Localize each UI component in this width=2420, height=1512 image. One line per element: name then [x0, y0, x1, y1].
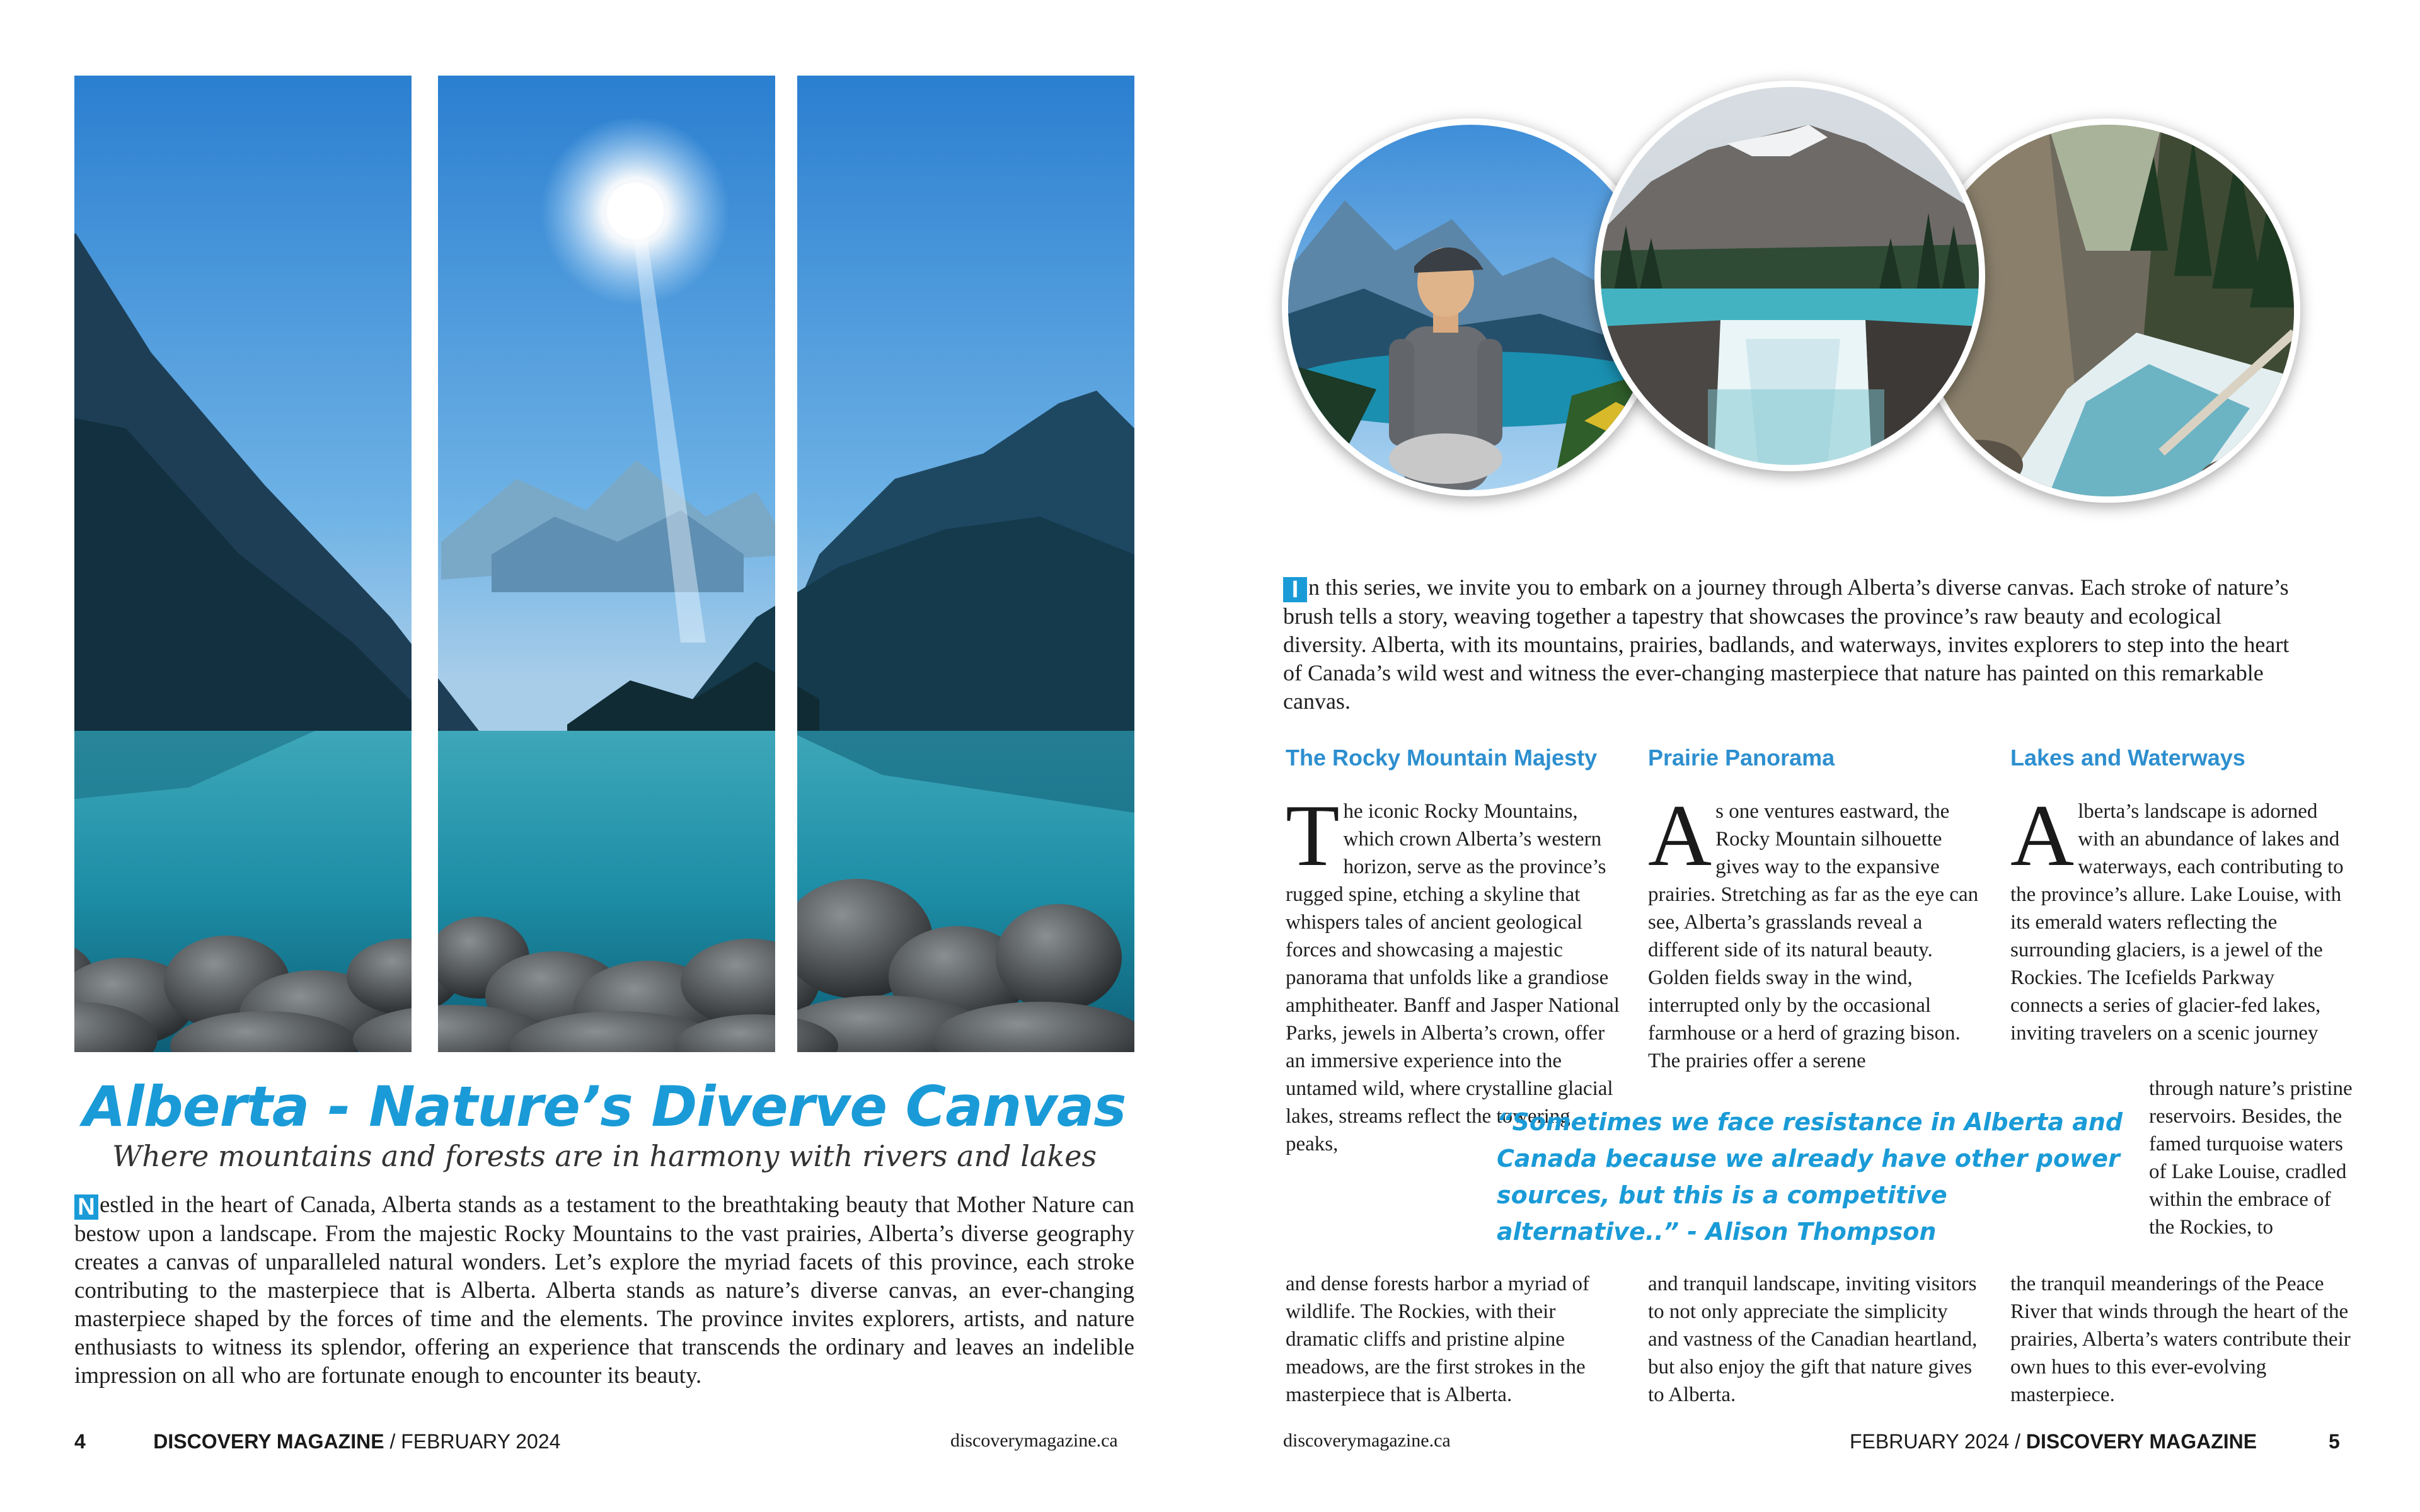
column-text-lakes	[2010, 787, 2351, 1047]
column-body-rocky: he iconic Rocky Mountains, which crown Alberta’s western horizon, serve as the province’s rugged spine, etching a skyline that whispers tales of ancient geological forces and showcasing a majestic panorama that unfolds like a grandiose amphitheater. Banff and Jasper National Parks, jewels in Alberta’s crown, offer an immersive experience into the untamed wild, where crystalline glacial lakes, streams reflect the towering peaks,	[1286, 800, 1620, 1155]
dropcap-lakes: A	[2010, 787, 2075, 885]
article-subhead: Where mountains and forests are in harmony with rivers and lakes	[112, 1139, 1097, 1173]
column-text-prairie-continued: and tranquil landscape, inviting visitors to not only appreciate the simplicity and vastness of the Canadian heartland, but also enjoy the gift that nature gives to Alberta.	[1648, 1273, 1978, 1406]
intro-body-right: n this series, we invite you to embark on a journey through Alberta’s diverse canvas. Each stroke of nature’s brush tells a story, weaving together a tapestry that showcases the province’s raw beauty and ecological diversity. Alberta, with its mountains, prairies, badlands, and waterways, invites explorers to step into the heart of Canada’s wild west and witness the ever-changing masterpiece that nature has painted on this remarkable canvas.	[1283, 575, 2290, 714]
right-page	[1210, 0, 2420, 1512]
issue-date-right: FEBRUARY 2024	[1850, 1430, 2010, 1453]
intro-paragraph-right	[1283, 573, 2304, 716]
website-url-left[interactable]: discoverymagazine.ca	[950, 1430, 1118, 1451]
column-text-prairie	[1648, 787, 1982, 1075]
photo-panel-left	[74, 76, 412, 1052]
intro-body-left: estled in the heart of Canada, Alberta stands as a testament to the breathtaking beauty that Mother Nature can bestow upon a landscape. From the majestic Rocky Mountains to the vast prairies, Alberta’s diverse geography creates a canvas of unparalleled natural wonders. Let’s explore the myriad facets of this province, each stroke contributing to the masterpiece that is Alberta. Alberta stands as nature’s diverse canvas, an ever-changing masterpiece shaped by the forces of time and the elements. The province invites explorers, artists, and nature enthusiasts to witness its splendor, offering an experience that transcends the ordinary and leaves an indelible impression on all who are fortunate enough to encounter its beauty.	[74, 1192, 1134, 1389]
folio-left	[74, 1430, 560, 1453]
column-body-prairie: s one ventures eastward, the Rocky Mountain silhouette gives way to the expansive prairies. Stretching as far as the eye can see, Alberta’s grasslands reveal a different side of its natural beauty. Golden fields sway in the wind, interrupted only by the occasional farmhouse or a herd of grazing bison. The prairies offer a serene	[1648, 800, 1979, 1072]
dropcap-prairie: A	[1648, 787, 1712, 885]
magazine-name-left: DISCOVERY MAGAZINE	[153, 1430, 384, 1453]
column-body-lakes: lberta’s landscape is adorned with an abundance of lakes and waterways, each contributing to the province’s allure. Lake Louise, with its emerald waters reflecting the surrounding glaciers, is a jewel of the Rockies. The Icefields Parkway connects a series of glacier-fed lakes, inviting travelers on a scenic journey	[2010, 800, 2344, 1045]
dropcap-rocky: T	[1286, 787, 1340, 885]
photo-panel-right	[797, 76, 1134, 1052]
article-headline: Alberta - Nature’s Diverve Canvas	[83, 1074, 1126, 1139]
column-text-rocky	[1286, 787, 1620, 1155]
intro-initial-right: I	[1283, 577, 1307, 602]
folio-separator-right: /	[2015, 1430, 2020, 1453]
page-number-left: 4	[74, 1430, 86, 1453]
photo-panel-center	[438, 76, 775, 1052]
pull-quote: “Sometimes we face resistance in Alberta and Canada because we already have other power sources, but this is a competitive alternative..” - Alison Thompson	[1497, 1108, 2123, 1246]
column-text-rocky-continued: and dense forests harbor a myriad of wildlife. The Rockies, with their dramatic cliffs and pristine alpine meadows, are the first strokes in the masterpiece that is Alberta.	[1286, 1273, 1589, 1406]
column-heading-lakes: Lakes and Waterways	[2010, 745, 2245, 770]
photo-circle-waterfall	[1594, 81, 1985, 471]
column-text-lakes-continued: the tranquil meanderings of the Peace River that winds through the heart of the prairies, Alberta’s waters contribute their own hues to this ever-evolving masterpiece.	[2010, 1273, 2351, 1406]
column-heading-rocky: The Rocky Mountain Majesty	[1286, 745, 1598, 770]
column-text-lakes-middle: through nature’s pristine reservoirs. Besides, the famed turquoise waters of Lake Louise, cradled within the embrace of the Rockies, to	[2149, 1077, 2353, 1239]
issue-date-left: FEBRUARY 2024	[401, 1430, 561, 1453]
intro-paragraph-left	[74, 1191, 1134, 1390]
page-number-right: 5	[2329, 1430, 2340, 1453]
column-heading-prairie: Prairie Panorama	[1648, 745, 1835, 770]
folio-separator-left: /	[389, 1430, 396, 1453]
magazine-name-right: DISCOVERY MAGAZINE	[2025, 1430, 2257, 1453]
intro-initial-left: N	[74, 1194, 98, 1220]
folio-right	[1850, 1430, 2257, 1453]
website-url-right[interactable]: discoverymagazine.ca	[1283, 1430, 1451, 1451]
